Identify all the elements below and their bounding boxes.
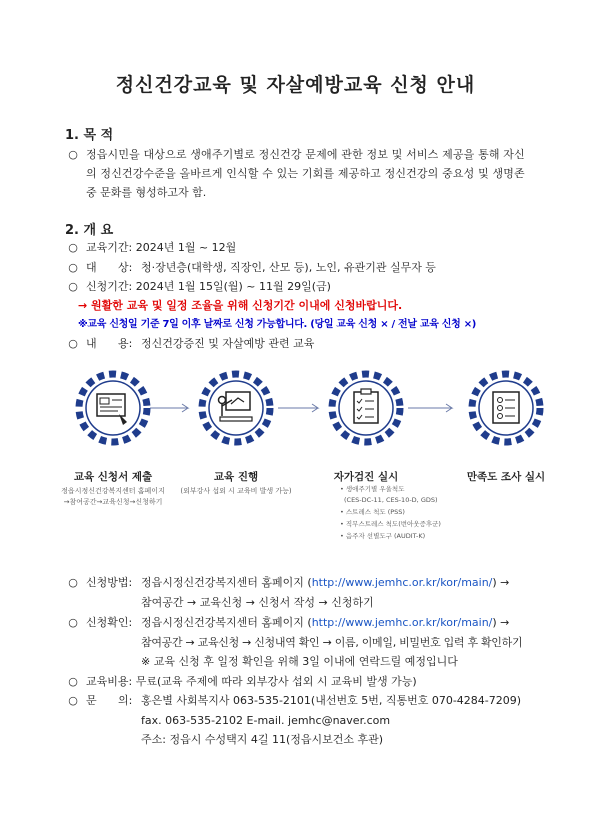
lecture-icon bbox=[202, 374, 270, 442]
step-2-title: 교육 진행 bbox=[213, 471, 259, 483]
purpose-line-1: 정읍시민을 대상으로 생애주기별로 정신건강 문제에 관한 정보 및 서비스 제공을 통해 자신 bbox=[86, 148, 525, 161]
contact-label-2: 의: bbox=[118, 694, 133, 707]
check-item-1: • 생애주기별 우울척도 bbox=[340, 485, 405, 493]
bullet-circle: ○ bbox=[68, 616, 78, 629]
bullet-circle: ○ bbox=[68, 261, 78, 274]
bullet-circle: ○ bbox=[68, 280, 78, 293]
method-line-1: 정읍시정신건강복지센터 홈페이지 (http://www.jemhc.or.kr/kor/main/) → bbox=[141, 576, 510, 589]
bullet-circle: ○ bbox=[68, 576, 78, 589]
notice-red: → 원활한 교육 및 일정 조율을 위해 신청기간 이내에 신청바랍니다. bbox=[78, 299, 403, 312]
contact-line-2: fax. 063-535-2102 E-mail. jemhc@naver.com bbox=[141, 714, 391, 727]
page-title: 정신건강교육 및 자살예방교육 신청 안내 bbox=[115, 74, 476, 96]
bullet-circle: ○ bbox=[68, 675, 78, 688]
target-label-2: 상: bbox=[118, 261, 133, 274]
confirm-line-1: 정읍시정신건강복지센터 홈페이지 (http://www.jemhc.or.kr/kor/main/) → bbox=[141, 616, 510, 629]
step-1-title: 교육 신청서 제출 bbox=[73, 471, 153, 483]
confirm-label: 신청확인: bbox=[86, 616, 133, 629]
target-label: 대 bbox=[86, 261, 97, 274]
notice-blue: ※교육 신청일 기준 7일 이후 날짜로 신청 가능합니다. (당일 교육 신청 × / 전날 교육 신청 ×) bbox=[78, 319, 477, 330]
check-item-1b: (CES-DC-11, CES-10-D, GDS) bbox=[344, 496, 438, 504]
fee-text: 교육비용: 무료(교육 주제에 따라 외부강사 섭외 시 교육비 발생 가능) bbox=[86, 675, 417, 688]
method-line-2: 참여공간 → 교육신청 → 신청서 작성 → 신청하기 bbox=[141, 596, 374, 609]
purpose-line-3: 중 문화를 형성하고자 함. bbox=[86, 186, 207, 199]
bullet-circle: ○ bbox=[68, 148, 78, 161]
application-form-icon bbox=[79, 374, 147, 442]
apply-period: 신청기간: 2024년 1월 15일(월) ~ 11월 29일(금) bbox=[86, 280, 331, 293]
content-label-2: 용: bbox=[118, 337, 133, 350]
check-item-3: • 직무스트레스 척도(번아웃증후군) bbox=[340, 520, 441, 528]
section-heading-purpose: 1. 목 적 bbox=[65, 128, 114, 143]
check-item-4: • 음주자 선별도구 (AUDIT-K) bbox=[340, 532, 426, 540]
survey-icon bbox=[472, 374, 540, 442]
contact-line-3: 주소: 정읍시 수성택지 4길 11(정읍시보건소 후관) bbox=[141, 733, 384, 746]
contact-line-1: 홍은별 사회복지사 063-535-2101(내선번호 5번, 직통번호 070-4284-7209) bbox=[141, 694, 522, 707]
process-arrow bbox=[150, 404, 452, 412]
content-value: 정신건강증진 및 자살예방 관련 교육 bbox=[141, 337, 315, 350]
contact-label: 문 bbox=[86, 694, 97, 707]
homepage-link[interactable]: http://www.jemhc.or.kr/kor/main/ bbox=[311, 576, 493, 589]
step-3-title: 자가검진 실시 bbox=[333, 471, 399, 483]
content-label: 내 bbox=[86, 337, 97, 350]
confirm-line-3: ※ 교육 신청 후 일정 확인을 위해 3일 이내에 연락드릴 예정입니다 bbox=[141, 655, 458, 668]
step-2-sub-1: (외부강사 섭외 시 교육비 발생 가능) bbox=[180, 487, 292, 495]
bullet-circle: ○ bbox=[68, 337, 78, 350]
purpose-line-2: 의 정신건강수준을 올바르게 인식할 수 있는 기회를 제공하고 정신건강의 중요성 및 생명존 bbox=[86, 167, 525, 180]
step-4-title: 만족도 조사 실시 bbox=[466, 471, 546, 483]
process-diagram bbox=[0, 360, 591, 480]
education-period: 교육기간: 2024년 1월 ~ 12월 bbox=[86, 241, 237, 254]
method-label: 신청방법: bbox=[86, 576, 133, 589]
section-heading-overview: 2. 개 요 bbox=[65, 223, 114, 238]
homepage-link[interactable]: http://www.jemhc.or.kr/kor/main/ bbox=[311, 616, 493, 629]
bullet-circle: ○ bbox=[68, 241, 78, 254]
check-item-2: • 스트레스 척도 (PSS) bbox=[340, 508, 405, 516]
step-1-sub-2: →참여공간→교육신청→신청하기 bbox=[63, 498, 163, 506]
bullet-circle: ○ bbox=[68, 694, 78, 707]
target-value: 청·장년층(대학생, 직장인, 산모 등), 노인, 유관기관 실무자 등 bbox=[141, 261, 436, 274]
step-1-sub-1: 정읍시정신건강복지센터 홈페이지 bbox=[61, 487, 165, 495]
checklist-icon bbox=[332, 374, 400, 442]
confirm-line-2: 참여공간 → 교육신청 → 신청내역 확인 → 이름, 이메일, 비밀번호 입력 후 확인하기 bbox=[141, 636, 523, 649]
